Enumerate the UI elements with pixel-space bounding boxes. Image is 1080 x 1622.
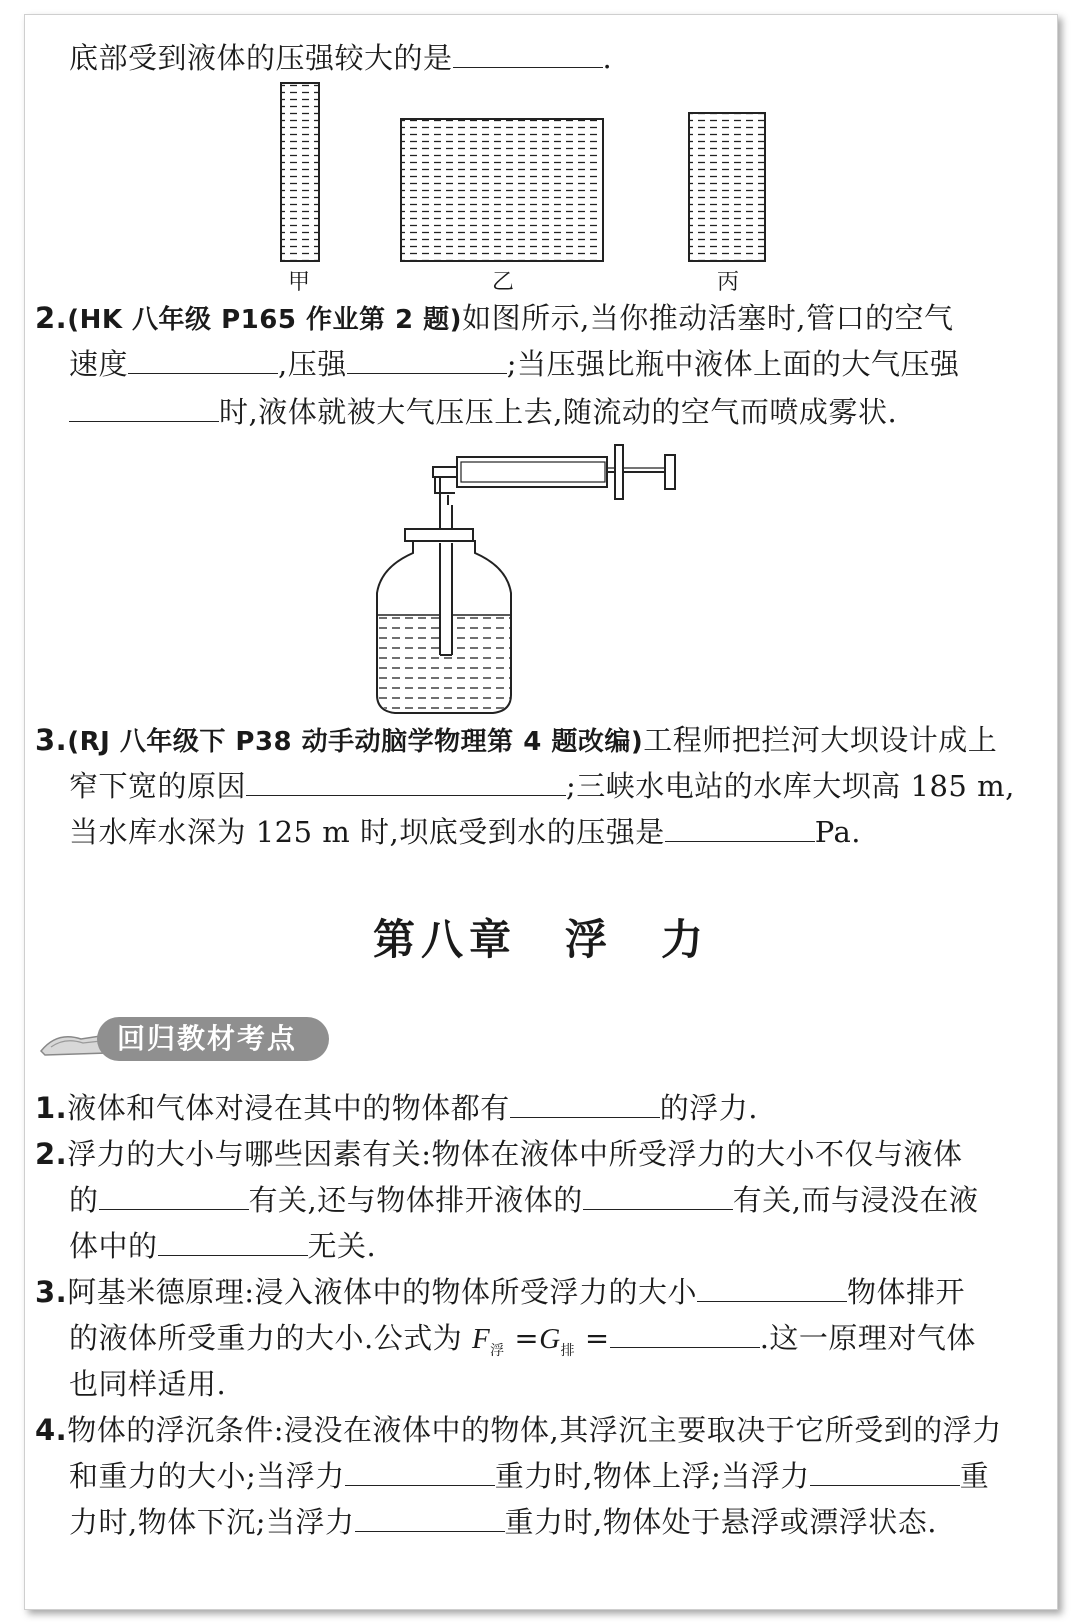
container-jia bbox=[281, 83, 319, 261]
q2-line-3 bbox=[69, 389, 897, 435]
k1-number: 1. bbox=[35, 1091, 68, 1125]
q3-text-3b: Pa. bbox=[814, 815, 861, 849]
k4-line-1 bbox=[35, 1407, 1002, 1453]
q3-text-3a: 当水库水深为 125 m 时,坝底受到水的压强是 bbox=[69, 815, 665, 849]
q3-text-2a: 窄下宽的原因 bbox=[69, 769, 247, 803]
k2-text-2a: 的 bbox=[69, 1183, 99, 1217]
q3-number: 3. bbox=[35, 723, 68, 757]
k3-line-1 bbox=[35, 1269, 965, 1315]
q1-tail-text: 底部受到液体的压强较大的是 bbox=[69, 41, 453, 75]
k3-text-2b: .这一原理对气体 bbox=[759, 1321, 976, 1355]
answer-blank[interactable] bbox=[128, 341, 278, 374]
answer-blank[interactable] bbox=[510, 1085, 660, 1118]
k2-text-1: 浮力的大小与哪些因素有关:物体在液体中所受浮力的大小不仅与液体 bbox=[67, 1137, 963, 1171]
section-title: 回归教材考点 bbox=[97, 1017, 329, 1061]
k3-text-3: 也同样适用. bbox=[69, 1367, 227, 1401]
q2-number: 2. bbox=[35, 301, 68, 335]
k2-number: 2. bbox=[35, 1137, 68, 1171]
label-yi: 乙 bbox=[492, 270, 515, 295]
answer-blank[interactable] bbox=[69, 389, 219, 422]
k3-number: 3. bbox=[35, 1275, 68, 1309]
label-bing: 丙 bbox=[717, 270, 740, 295]
k4-line-2 bbox=[69, 1453, 989, 1499]
equals-2: = bbox=[584, 1321, 610, 1355]
answer-blank[interactable] bbox=[347, 341, 507, 374]
k4-line-3 bbox=[69, 1499, 937, 1545]
k3-text-1b: 物体排开 bbox=[846, 1275, 965, 1309]
q2-line-2 bbox=[69, 341, 960, 387]
k4-text-3a: 力时,物体下沉;当浮力 bbox=[69, 1505, 355, 1539]
answer-blank[interactable] bbox=[697, 1269, 847, 1302]
k3-text-2a: 的液体所受重力的大小.公式为 bbox=[69, 1321, 463, 1355]
k2-text-2b: 有关,还与物体排开液体的 bbox=[248, 1183, 583, 1217]
k3-text-1a: 阿基米德原理:浸入液体中的物体所受浮力的大小 bbox=[67, 1275, 697, 1309]
q1-tail-end: . bbox=[602, 41, 613, 75]
answer-blank[interactable] bbox=[583, 1177, 733, 1210]
q2-text-2b: ,压强 bbox=[278, 347, 347, 381]
q3-text-2b: ;三峡水电站的水库大坝高 185 m, bbox=[566, 769, 1015, 803]
q2-text-1: 如图所示,当你推动活塞时,管口的空气 bbox=[462, 301, 954, 335]
answer-blank[interactable] bbox=[665, 809, 815, 842]
container-yi bbox=[401, 119, 603, 261]
k4-text-3b: 重力时,物体处于悬浮或漂浮状态. bbox=[504, 1505, 937, 1539]
k1-line bbox=[35, 1085, 758, 1131]
k2-line-2 bbox=[69, 1177, 978, 1223]
q3-line-1 bbox=[35, 717, 997, 765]
k4-number: 4. bbox=[35, 1413, 68, 1447]
syringe bbox=[433, 445, 675, 499]
chapter-title: 第八章 浮 力 bbox=[372, 915, 709, 964]
k2-text-3b: 无关. bbox=[307, 1229, 377, 1263]
q3-line-3 bbox=[69, 809, 861, 855]
symbol-g-sub: 排 bbox=[560, 1342, 576, 1359]
k2-line-1 bbox=[35, 1131, 962, 1177]
q2-text-2a: 速度 bbox=[69, 347, 129, 381]
label-jia: 甲 bbox=[288, 270, 311, 295]
answer-blank[interactable] bbox=[355, 1499, 505, 1532]
k4-text-2c: 重 bbox=[959, 1459, 990, 1493]
k4-text-1: 物体的浮沉条件:浸没在液体中的物体,其浮沉主要取决于它所受到的浮力 bbox=[67, 1413, 1002, 1447]
answer-blank[interactable] bbox=[810, 1453, 960, 1486]
symbol-f: F bbox=[471, 1323, 491, 1355]
q2-text-2c: ;当压强比瓶中液体上面的大气压强 bbox=[506, 347, 960, 381]
answer-blank[interactable] bbox=[453, 35, 603, 68]
q2-text-3: 时,液体就被大气压压上去,随流动的空气而喷成雾状. bbox=[219, 395, 898, 429]
k2-text-2c: 有关,而与浸没在液 bbox=[732, 1183, 979, 1217]
k1-text-b: 的浮力. bbox=[659, 1091, 758, 1125]
k4-text-2a: 和重力的大小;当浮力 bbox=[69, 1459, 345, 1493]
q2-source: (HK 八年级 P165 作业第 2 题) bbox=[67, 305, 463, 335]
equals-1: = bbox=[514, 1321, 540, 1355]
q2-line-1 bbox=[35, 295, 954, 343]
q3-line-2 bbox=[69, 763, 1015, 809]
k2-text-3a: 体中的 bbox=[69, 1229, 158, 1263]
answer-blank[interactable] bbox=[345, 1453, 495, 1486]
q3-source: (RJ 八年级下 P38 动手动脑学物理第 4 题改编) bbox=[67, 727, 644, 757]
syringe-bottle-figure bbox=[365, 443, 685, 725]
q3-text-1: 工程师把拦河大坝设计成上 bbox=[643, 723, 998, 757]
k1-text-a: 液体和气体对浸在其中的物体都有 bbox=[67, 1091, 510, 1125]
answer-blank[interactable] bbox=[610, 1315, 760, 1348]
section-header bbox=[37, 1017, 337, 1063]
bottle bbox=[377, 529, 511, 713]
k2-line-3 bbox=[69, 1223, 376, 1269]
k4-text-2b: 重力时,物体上浮;当浮力 bbox=[494, 1459, 810, 1493]
answer-blank[interactable] bbox=[158, 1223, 308, 1256]
symbol-g: G bbox=[539, 1323, 561, 1355]
containers-figure bbox=[25, 75, 1057, 315]
answer-blank[interactable] bbox=[246, 763, 566, 796]
k3-line-3 bbox=[69, 1361, 226, 1407]
container-bing bbox=[689, 113, 765, 261]
page bbox=[24, 14, 1058, 1610]
symbol-f-sub: 浮 bbox=[490, 1342, 505, 1359]
answer-blank[interactable] bbox=[99, 1177, 249, 1210]
